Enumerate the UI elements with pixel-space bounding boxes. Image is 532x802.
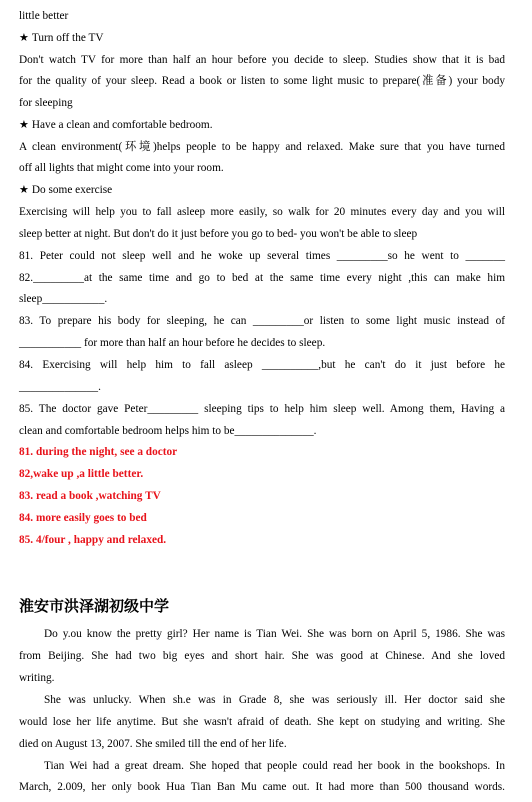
black-star-icon: ★ xyxy=(19,118,29,131)
passage-line: She was unlucky. When sh.e was in Grade 8, she was seriously ill. Her doctor said she xyxy=(44,694,505,706)
question-83: 83. To prepare his body for sleeping, he can _________or listen to some light music instead of xyxy=(19,315,505,327)
tip-heading: ★ Turn off the TV xyxy=(19,31,104,44)
answer-85: 85. 4/four , happy and relaxed. xyxy=(19,534,167,546)
text-line: off all lights that might come into your room. xyxy=(19,162,224,174)
passage-line: died on August 13, 2007. She smiled till the end of her life. xyxy=(19,738,287,750)
school-heading: 淮安市洪泽湖初级中学 xyxy=(19,597,170,615)
text-line: for the quality of your sleep. Read a book or listen to some light music to prepare(准备) your body xyxy=(19,75,505,87)
text-line: sleep better at night. But don't do it just before you go to bed- you won't be able to sleep xyxy=(19,228,418,240)
text-line: Don't watch TV for more than half an hour before you decide to sleep. Studies show that it is bad xyxy=(19,54,505,66)
passage-line: writing. xyxy=(19,672,55,684)
tip-heading: ★ Do some exercise xyxy=(19,183,113,196)
answer-84: 84. more easily goes to bed xyxy=(19,512,147,524)
black-star-icon: ★ xyxy=(19,31,29,44)
text-line: A clean environment(环境)helps people to be happy and relaxed. Make sure that you have turned xyxy=(19,141,505,153)
passage-line: March, 2.009, her only book Hua Tian Ban Mu came out. It had more than 500 thousand words. xyxy=(19,781,505,793)
question-84-cont: ______________. xyxy=(19,381,101,393)
tip-heading: ★ Have a clean and comfortable bedroom. xyxy=(19,118,213,131)
question-82-cont: sleep___________. xyxy=(19,293,108,305)
answer-83: 83. read a book ,watching TV xyxy=(19,490,161,502)
question-84: 84. Exercising will help him to fall asleep __________,but he can't do it just before he xyxy=(19,359,505,371)
text-line: Exercising will help you to fall asleep more easily, so walk for 20 minutes every day and you will xyxy=(19,206,505,218)
question-83-cont: ___________ for more than half an hour before he decides to sleep. xyxy=(19,337,326,349)
answer-81: 81. during the night, see a doctor xyxy=(19,446,178,458)
passage-line: Tian Wei had a great dream. She hoped that people could read her book in the bookshops. In xyxy=(44,760,505,772)
answer-82: 82,wake up ,a little better. xyxy=(19,468,144,480)
question-85-cont: clean and comfortable bedroom helps him to be______________. xyxy=(19,425,317,437)
question-85: 85. The doctor gave Peter_________ sleeping tips to help him sleep well. Among them, Having a xyxy=(19,403,505,415)
passage-line: would lose her life anytime. But she wasn't afraid of death. She kept on studying and writing. She xyxy=(19,716,505,728)
question-81: 81. Peter could not sleep well and he woke up several times _________so he went to _______ xyxy=(19,250,505,262)
question-82: 82._________at the same time and go to bed at the same time every night ,this can make him xyxy=(19,272,505,284)
text-line: for sleeping xyxy=(19,97,73,109)
passage-line: from Beijing. She had two big eyes and short hair. She was good at Chinese. And she loved xyxy=(19,650,505,662)
passage-line: Do y.ou know the pretty girl? Her name is Tian Wei. She was born on April 5, 1986. She was xyxy=(44,628,505,640)
black-star-icon: ★ xyxy=(19,183,29,196)
text-line: little better xyxy=(19,10,69,22)
